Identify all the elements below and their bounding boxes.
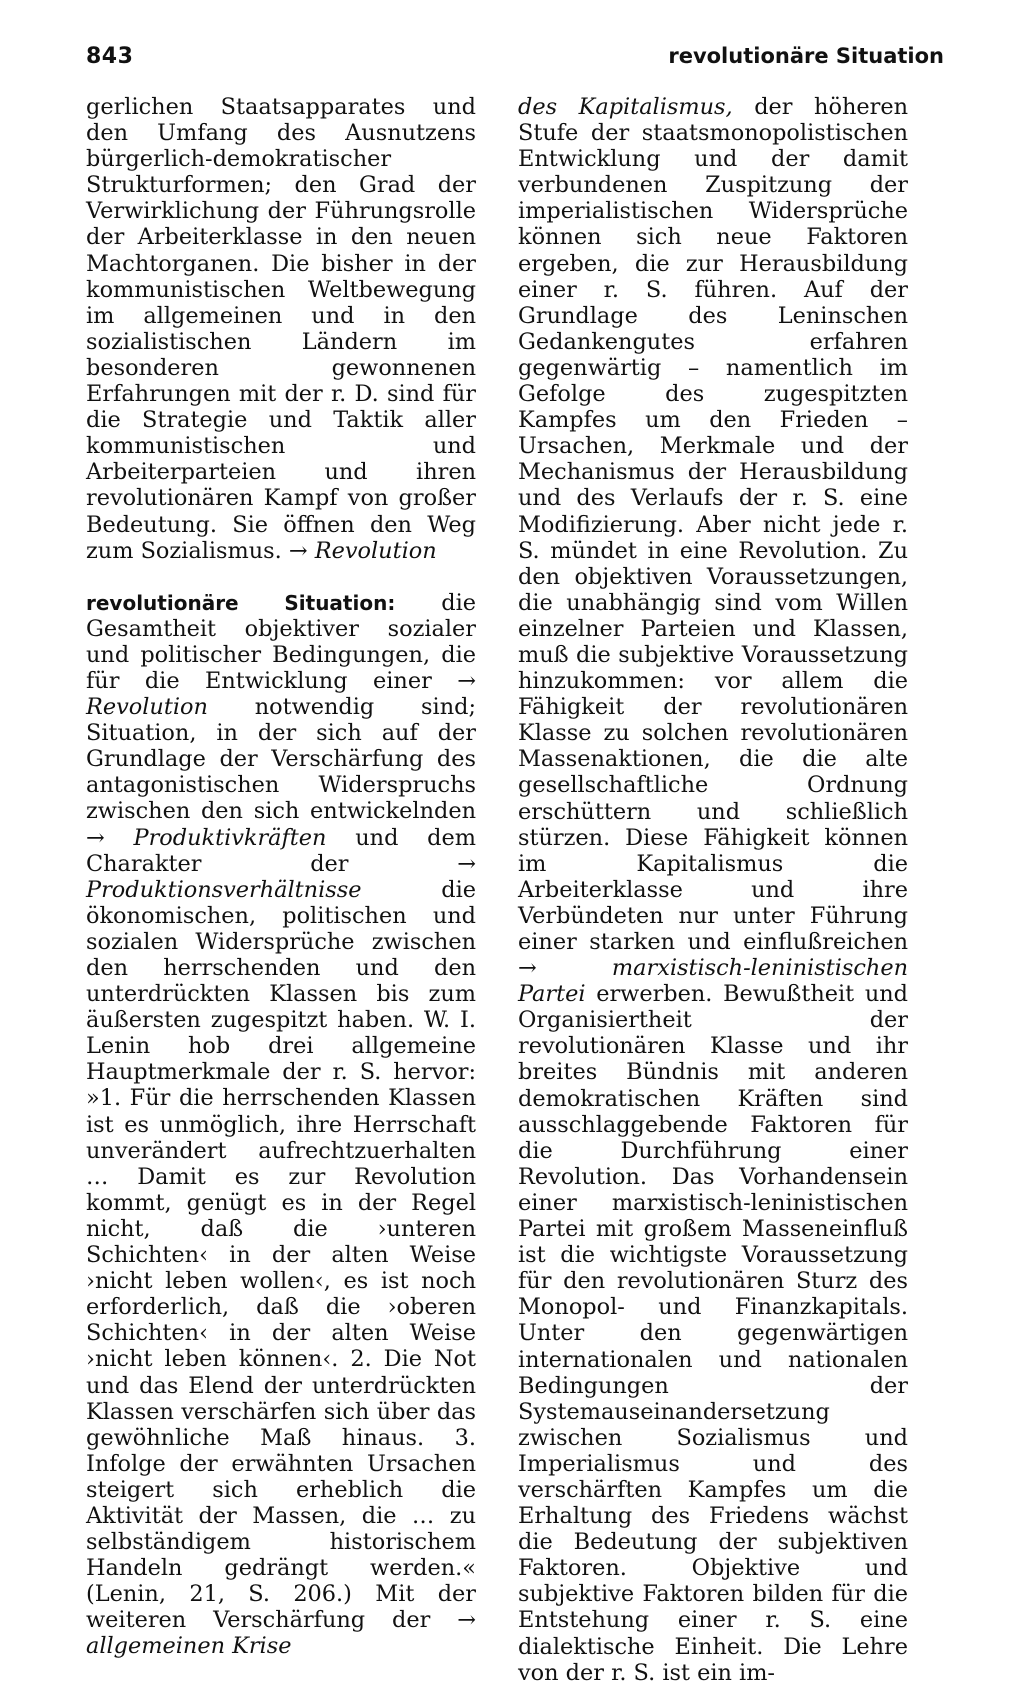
paragraph-text: notwendig sind; Situation, in der sich auf der Grundlage der Verschärfung des antagonistischen Widerspruchs zwischen den sich entwickelnden → [86, 694, 476, 851]
running-head: revolutionäre Situation [668, 44, 944, 68]
cross-reference-produktionsverhaeltnisse[interactable]: Produktionsverhältnisse [86, 876, 362, 903]
paragraph-text: und dem Charakter der → [86, 824, 476, 877]
page-number: 843 [86, 44, 134, 69]
paragraph-text: erwerben. Bewußtheit und Organisiertheit der revolutionären Klasse und ihr breites Bündnis mit anderen demokratischen Kräften sind ausschlaggebende Faktoren für die Durchführung einer Revolution. Das Vorhandensein einer marxistisch-leninistischen Partei mit großem Masseneinfluß ist die wichtigste Voraussetzung für den revolutionären Sturz des Monopol- und Finanzkapitals. Unter den gegenwärtigen internationalen und nationalen Bedingungen der Systemauseinandersetzung zwischen Sozialismus und Imperialismus und des verschärften Kampfes um die Erhaltung des Friedens wächst die Bedeutung der subjektiven Faktoren. Objektive und subjektive Faktoren bilden für die Entstehung einer r. S. eine dialektische Einheit. Die Lehre von der r. S. ist ein im- [518, 981, 908, 1686]
right-column [518, 94, 908, 1686]
left-column [86, 94, 476, 1660]
paragraph-text: der höheren Stufe der staatsmonopolistischen Entwicklung und der damit verbundenen Zuspitzung der imperialistischen Widersprüche können sich neue Faktoren ergeben, die zur Herausbildung einer r. S. führen. Auf der Grundlage des Leninschen Gedankengutes erfahren gegenwärtig – namentlich im Gefolge des zugespitzten Kampfes um den Frieden – Ursachen, Merkmale und der Mechanismus der Herausbildung und des Verlaufs der r. S. eine Modifizierung. Aber nicht jede r. S. mündet in eine Revolution. Zu den objektiven Voraussetzungen, die unabhängig sind vom Willen einzelner Parteien und Klassen, muß die subjektive Voraussetzung hinzukommen: vor allem die Fähigkeit der revolutionären Klasse zu solchen revolutionären Massenaktionen, die die alte gesellschaftliche Ordnung erschüttern und schließlich stürzen. Diese Fähigkeit können im Kapitalismus die Arbeiterklasse und ihre Verbündeten nur unter Führung einer starken und einflußreichen → [518, 94, 909, 982]
cross-reference-allgemeine-krise[interactable]: allgemeinen Krise [86, 1633, 292, 1660]
cross-reference-partei[interactable]: marxistisch-leninistischen Partei [518, 955, 908, 1008]
paragraph-text: gerlichen Staatsapparates und den Umfang des Ausnutzens bürgerlich-demokratischer Strukturformen; den Grad der Verwirklichung der Führungsrolle der Arbeiterklasse in den neuen Machtorganen. Die bisher in der kommunistischen Weltbewegung im allgemeinen und in den sozialistischen Ländern im besonderen gewonnenen Erfahrungen mit der r. D. sind für die Strategie und Taktik aller kommunistischen und Arbeiterparteien und ihren revolutionären Kampf von großer Bedeutung. Sie öffnen den Weg zum Sozialismus. → [86, 94, 476, 564]
cross-reference-revolution[interactable]: Revolution [314, 537, 437, 564]
paragraph-text: die ökonomischen, politischen und sozialen Widersprüche zwischen den herrschenden und den unterdrückten Klassen bis zum äußersten zugespitzt haben. W. I. Lenin hob drei allgemeine Hauptmerkmale der r. S. hervor: »1. Für die herrschenden Klassen ist es unmöglich, ihre Herrschaft unverändert aufrechtzuerhalten … Damit es zur Revolution kommt, genügt es in der Regel nicht, daß die ›unteren Schichten‹ in der alten Weise ›nicht leben wollen‹, es ist noch erforderlich, daß die ›oberen Schichten‹ in der alten Weise ›nicht leben können‹. 2. Die Not und das Elend der unterdrückten Klassen verschärfen sich über das gewöhnliche Maß hinaus. 3. Infolge der erwähnten Ursachen steigert sich erheblich die Aktivität der Massen, die … zu selbständigem historischem Handeln gedrängt werden.« (Lenin, 21, S. 206.) Mit der weiteren Verschärfung der → [86, 876, 476, 1634]
entry-continuation [518, 94, 908, 1686]
cross-reference-produktivkraefte[interactable]: Produktivkräften [133, 824, 327, 851]
paragraph-text: die Gesamtheit objektiver sozialer und politischer Bedingungen, die für die Entwicklung einer → [86, 589, 476, 694]
entry-spacer [86, 564, 476, 590]
cross-reference-kapitalismus[interactable]: des Kapitalismus, [518, 94, 733, 120]
entry-revolutionaere-situation [86, 590, 476, 1660]
continued-paragraph [86, 94, 476, 564]
cross-reference-revolution[interactable]: Revolution [86, 694, 208, 721]
entry-term: revolutionäre Situation: [86, 590, 396, 615]
